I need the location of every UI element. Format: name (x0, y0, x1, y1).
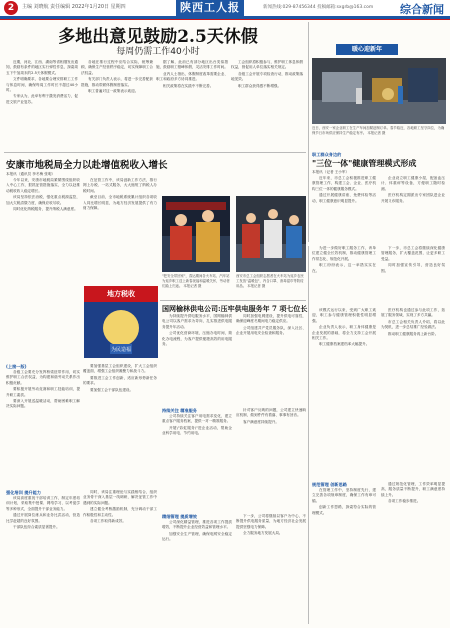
management-body-col-1: 公司深化精益管理，推进各项工作提质增效，不断提升企业经营效益和管理水平。 加强安全生产管理，确保电网安全稳定运行。 (162, 520, 232, 542)
volunteer-photo (236, 196, 306, 272)
feature-title: "三位一体"健康管理模式形成 (312, 158, 417, 168)
continued-body-col-1: 各级工会要充分发挥桥梁纽带作用，切实维护职工合法权益，为构建和谐劳动关系作出积极贡献。 要积极开展劳动竞赛和职工技能培训，提升职工素质。 要深入开展送温暖活动，帮助困难职工解决实际问题。 (6, 370, 80, 409)
training-body-col-2: 同时，该局注重理论与实践相结合，组织业务骨干深入基层一线调研，解决征管工作中遇到的实际问题。 建立健全考核激励机制，充分调动干部工作积极性和主动性。 各项工作取得新成效。 (83, 490, 157, 524)
mid-subsection-service: 持续关注 精准服务 (162, 408, 197, 413)
article2-body-col-1: 今年以来，安康市地税局紧紧围绕组织收入中心工作，狠抓征管措施落实，全力以赴推动税收收入稳定增长。 该局坚持依法治税，强化重点税源监控，加大欠税清缴力度，确保应收尽收。 同时优化纳税服务，提升纳税人满意度。 (6, 178, 80, 212)
feature-body-col-1: 近年来，市总工会积极推进职工健康管理工作，构建工会、企业、医疗机构三位一体的健康服务模式。 通过开展健康讲座、免费体检等活动，职工健康意识明显提升。 (312, 176, 376, 203)
masthead-bar (0, 0, 450, 16)
tax-poster (84, 286, 158, 358)
training-body-col-1: 该局高度重视干部培训工作，制定年度培训计划，采取集中授课、网络学习、以考促学等多种形式，全面提升干部业务能力。 通过开展岗位练兵和业务比武活动，营造比学赶超的良好氛围。 干部队伍综合素质显著提升。 (6, 496, 80, 530)
right-bottom-col-1: 在管理工作中，坚持制度先行，建立完善各项规章制度，确保工作有章可循。 创新工作思路，探索符合实际的管理模式。 (312, 488, 376, 515)
service-body-col-2: 针对客户反映的问题，公司建立快速响应机制，做到件件有着落、事事有回音。 客户满意度持续提升。 (236, 408, 306, 424)
train-photo-caption: "把安全带回家"，春运期间各火车站、汽车站为返乡职工送上新春祝福和温暖关怀，劳动者们踏上归途。 本报记者 摄 (162, 274, 230, 288)
feature-byline: 本报讯（记者 王小军） (312, 170, 350, 174)
management-body-col-2: 下一步，公司将继续以客户为中心，不断提升供电服务质量，为地方经济社会发展提供坚强电力保障。 全力服务地方发展大局。 (236, 514, 306, 536)
issue-info: 主编 刘晓航 责任编辑 2022年1月20日 星期四 (22, 4, 126, 10)
left-subsection-training: 强化培训 提升能力 (6, 490, 41, 495)
right-subsection: 规范管理 创新思路 (312, 482, 347, 487)
article2-byline: 本报讯（通讯员 李冬梅 张明） (6, 172, 56, 176)
continued-body-col-2: 要加强基层工会组织建设，扩大工会组织覆盖面，增强工会组织凝聚力和战斗力。 要推进工会工作创新，适应新形势新任务的要求。 要加强工会干部队伍建设。 (83, 364, 157, 392)
right-body-col-2: 下一步，市总工会将继续深化健康管理服务，扩大覆盖范围，让更多职工受益。 同时加强宣传引导，营造良好氛围。 (381, 246, 445, 273)
poster-label: 地方税收 (107, 290, 135, 298)
masthead-logo: 陕西工人报 (176, 0, 244, 16)
lead-body-col-3: 据了解，此前已有部分地区出台类似措施，鼓励职工错峰休假，灵活安排工作时间。 业内人士指出，休假制度改革需要企业、职工和政府多方协同推进。 相关政策将在实践中不断完善。 (156, 60, 228, 88)
feature-badge: 暖心迎新年 (336, 44, 398, 55)
service-body-col-1: 公司持续关注客户用电需求变化，建立重点客户服务档案，提供一对一精准服务。 开展\"彩虹服务\"进企业活动，帮助企业科学用电、节约用电。 (162, 414, 232, 436)
article3-body-col-2: 同时加强电网建设，提升供电可靠性，确保迎峰度冬期间电力稳定供应。 公司组建共产党员服务队，深入社区、企业开展用电安全检查和服务。 (236, 314, 306, 336)
factory-photo (312, 58, 446, 124)
article3-body-col-1: 为持续提升供电服务水平，国网榆林供电公司以客户需求为导向，扎实推进供电服务提升年活动。 公司优化营商环境，压缩办电时间，简化办电流程，为客户提供便捷高效的用电服务。 (162, 314, 232, 347)
feature-body-col-2: 企业设立职工健康小屋，配备血压计、体重秤等设备，方便职工随时检测。 医疗机构定期派出专家团队进企业开展义诊服务。 (381, 176, 445, 203)
article3-rule (160, 300, 306, 301)
train-station-photo (162, 196, 230, 272)
section-divider (4, 152, 306, 153)
lead-body-col-2: 各地在推行过程中应结合实际，统筹兼顾，确保生产经营秩序稳定，切实保障职工合法权益。 有关部门负责人表示，将进一步完善配套措施，推动带薪休假制度落实。 职工普遍对这一政策表示欢迎。 (81, 60, 153, 94)
poster-label-2: 为民造福 (110, 347, 131, 353)
column-divider (308, 22, 309, 242)
masthead-contact: 新闻热线:029-87456344 投稿邮箱:sxgrb@163.com (263, 5, 374, 10)
article2-title: 安康市地税局全力以赴增值税收入增长 (6, 160, 168, 171)
right-lower-col-2: 医疗机构也通过参与此项工作，拓展了服务领域，实现了多方共赢。 市总工会相关负责人介绍，将以此为契机，进一步总结推广经验做法。 推动职工健康服务再上新台阶。 (381, 308, 445, 336)
column-divider-lower (308, 246, 309, 624)
section-title: 综合新闻 (400, 3, 444, 16)
header-rule-accent (0, 19, 450, 20)
article2-body-col-2: 在征管工作中，该局创新工作方法，推行网上办税、一站式服务，大大缩短了纳税人办税时间。 截至目前，全市地税系统累计组织各项收入同比增长明显，为地方经济发展提供了有力财力保障。 (83, 178, 157, 211)
lead-body-col-1: 近期，河北、江西、湖南等省相继发出通知，鼓励有条件的地区实行弹性作息，探索周五下午加周末的2.5天休假模式。 文件明确要求，各地要合理安排职工工作与休息时间，确保每周工作时长不超过40小时。 专家认为，此举有利于激发消费活力，促进文旅产业复苏。 (6, 60, 78, 104)
article3-title: 国网榆林供电公司:压牢供电服务年 7 项七位长 (162, 304, 308, 313)
right-bottom-col-2: 通过规范化管理，工作效率明显提高，服务质量不断提升，职工满意度持续上升。 各项工作稳步推进。 (381, 482, 445, 504)
mid-subsection-management: 精细管理 提质增效 (162, 514, 197, 519)
right-lower-col-1: 该模式运行以来，受到广大职工欢迎，职工参与健康管理积极性明显增强。 企业负责人表示，职工身体健康是企业发展的基础，将全力支持工会开展相关工作。 职工健康档案建档率大幅提升。 (312, 308, 376, 347)
page-number: 2 (4, 1, 18, 15)
volunteer-photo-caption: 西安市总工会组织志愿者在火车站为返乡农民工发放"温暖包"，内含口罩、消毒湿巾等防疫用品。 本报记者 摄 (236, 274, 304, 288)
lead-body-col-4: 工会组织将积极参与，维护职工休息休假权益，督促用人单位落实相关规定。 各级工会开展专项检查行动，推动政策落地见效。 职工群众获得感不断增强。 (231, 60, 303, 88)
right-body-col-1: 为进一步做好职工服务工作，该单位建立健全长效机制，推动健康管理工作常态化、规范化开展。 职工纷纷表示，这一举措实实在在。 (312, 246, 376, 273)
factory-photo-caption: 近日，西安一家企业职工在生产车间加紧赶制订单。春节临近，各地职工坚守岗位，为确保节日市场供应保持生产稳定有序。 本报记者 摄 (312, 126, 445, 135)
continued-label: (上接一版) (6, 364, 27, 369)
lead-headline: 多地出意见鼓励2.5天休假 (58, 27, 258, 47)
feature-section-label: 职工群众身边的 (312, 152, 342, 157)
lead-subhead: 每周仍需工作40小时 (116, 47, 200, 57)
